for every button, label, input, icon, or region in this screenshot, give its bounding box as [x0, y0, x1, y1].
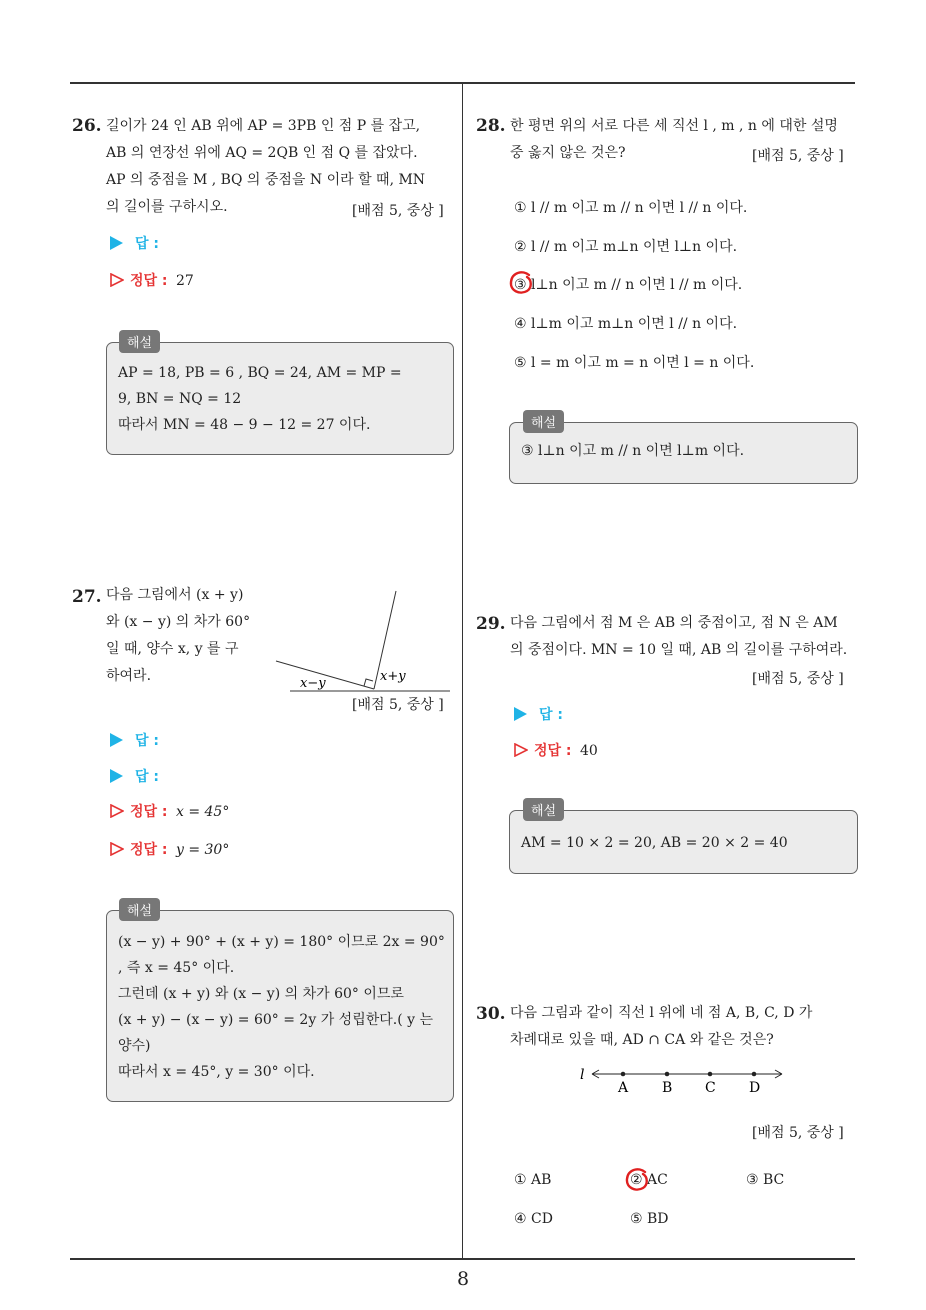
question-line: 차례대로 있을 때, AD ∩ CA 와 같은 것은?	[510, 1032, 774, 1048]
score-meta: [배점 5, 중상 ]	[752, 671, 844, 687]
fig-label-right: x+y	[380, 669, 406, 684]
fig-label-left: x−y	[300, 676, 326, 691]
option-2[interactable]: ② l // m 이고 m⊥n 이면 l⊥n 이다.	[514, 239, 738, 255]
line-label: l	[580, 1067, 585, 1083]
option-5[interactable]: ⑤ BD	[630, 1211, 669, 1227]
answer-row[interactable]	[110, 730, 159, 750]
option-1[interactable]: ① AB	[514, 1172, 552, 1188]
correct-answer-row	[110, 270, 194, 290]
column-divider	[462, 83, 463, 1259]
answer-label: 답 :	[135, 236, 159, 252]
correct-answer-row	[514, 740, 598, 760]
correct-answer-row	[110, 801, 229, 821]
answer-label: 답 :	[135, 733, 159, 749]
correct-value: 40	[579, 743, 598, 759]
selected-circle-mark	[623, 1166, 651, 1194]
score-meta: [배점 5, 중상 ]	[752, 148, 844, 164]
correct-value: y = 30°	[175, 842, 230, 858]
outline-triangle-icon	[514, 743, 528, 757]
question-number: 27.	[72, 587, 102, 607]
point-line-figure	[576, 1062, 796, 1098]
question-line: 다음 그림과 같이 직선 l 위에 네 점 A, B, C, D 가	[510, 1005, 813, 1021]
option-1[interactable]: ① l // m 이고 m // n 이면 l // n 이다.	[514, 200, 748, 216]
correct-label: 정답 :	[130, 273, 168, 289]
question-number: 30.	[476, 1004, 506, 1024]
question-line: 와 (x − y) 의 차가 60°	[106, 614, 251, 630]
selected-circle-mark	[507, 269, 535, 297]
play-icon	[110, 769, 123, 783]
explanation-tag: 해설	[523, 410, 564, 433]
explanation-tag: 해설	[119, 330, 160, 353]
question-line: 하여라.	[106, 668, 152, 684]
question-line: 다음 그림에서 점 M 은 AB 의 중점이고, 점 N 은 AM	[510, 615, 838, 631]
question-line: 일 때, 양수 x, y 를 구	[106, 641, 239, 657]
correct-label: 정답 :	[130, 804, 168, 820]
correct-label: 정답 :	[534, 743, 572, 759]
correct-label: 정답 :	[130, 842, 168, 858]
answer-row[interactable]	[110, 766, 159, 786]
question-number: 26.	[72, 116, 102, 136]
question-line: 의 길이를 구하시오.	[106, 199, 228, 215]
question-line: AP 의 중점을 M , BQ 의 중점을 N 이라 할 때, MN	[106, 172, 426, 188]
score-meta: [배점 5, 중상 ]	[352, 203, 444, 219]
explanation-text	[118, 929, 450, 1085]
question-text	[106, 582, 266, 690]
option-4[interactable]: ④ CD	[514, 1211, 553, 1227]
answer-label: 답 :	[539, 707, 563, 723]
explanation-text	[118, 360, 448, 438]
play-icon	[110, 236, 123, 250]
outline-triangle-icon	[110, 273, 124, 287]
play-icon	[514, 707, 527, 721]
point-label: B	[662, 1080, 673, 1096]
explanation-line: 따라서 x = 45°, y = 30° 이다.	[118, 1064, 315, 1080]
answer-row[interactable]	[514, 704, 563, 724]
explanation-line: 그런데 (x + y) 와 (x − y) 의 차가 60° 이므로	[118, 986, 404, 1002]
question-text	[510, 1000, 860, 1054]
option-2[interactable]: ② AC	[630, 1172, 668, 1188]
question-line: 한 평면 위의 서로 다른 세 직선 l , m , n 에 대한 설명	[510, 118, 838, 134]
question-line: 다음 그림에서 (x + y)	[106, 587, 244, 603]
answer-row[interactable]	[110, 233, 159, 253]
page-number: 8	[456, 1268, 470, 1290]
explanation-line: 양수)	[118, 1038, 151, 1054]
point-label: A	[618, 1080, 629, 1096]
point-label: D	[749, 1080, 761, 1096]
bottom-rule	[70, 1258, 855, 1260]
angle-figure	[272, 585, 452, 695]
question-line: 중 옳지 않은 것은?	[510, 145, 626, 161]
explanation-line: (x − y) + 90° + (x + y) = 180° 이므로 2x = 90°	[118, 934, 445, 950]
explanation-text: ③ l⊥n 이고 m // n 이면 l⊥m 이다.	[521, 443, 745, 459]
question-number: 28.	[476, 116, 506, 136]
question-line: AB 의 연장선 위에 AQ = 2QB 인 점 Q 를 잡았다.	[106, 145, 418, 161]
option-3[interactable]: ③ BC	[746, 1172, 785, 1188]
question-number: 29.	[476, 614, 506, 634]
correct-value: x = 45°	[175, 804, 230, 820]
explanation-line: (x + y) − (x − y) = 60° = 2y 가 성립한다.( y 는	[118, 1012, 434, 1028]
explanation-line: 9, BN = NQ = 12	[118, 391, 242, 407]
correct-answer-row	[110, 839, 229, 859]
play-icon	[110, 733, 123, 747]
explanation-text: AM = 10 × 2 = 20, AB = 20 × 2 = 40	[521, 835, 788, 851]
explanation-line: , 즉 x = 45° 이다.	[118, 960, 235, 976]
explanation-tag: 해설	[523, 798, 564, 821]
score-meta: [배점 5, 중상 ]	[752, 1125, 844, 1141]
explanation-line: 따라서 MN = 48 − 9 − 12 = 27 이다.	[118, 417, 371, 433]
option-3[interactable]: ③ l⊥n 이고 m // n 이면 l // m 이다.	[514, 277, 743, 293]
question-text	[510, 610, 860, 664]
question-line: 의 중점이다. MN = 10 일 때, AB 의 길이를 구하여라.	[510, 642, 848, 658]
outline-triangle-icon	[110, 842, 124, 856]
explanation-tag: 해설	[119, 898, 160, 921]
option-5[interactable]: ⑤ l = m 이고 m = n 이면 l = n 이다.	[514, 355, 755, 371]
score-meta: [배점 5, 중상 ]	[352, 697, 444, 713]
explanation-line: AP = 18, PB = 6 , BQ = 24, AM = MP =	[118, 365, 402, 381]
question-line: 길이가 24 인 AB 위에 AP = 3PB 인 점 P 를 잡고,	[106, 118, 421, 134]
point-label: C	[705, 1080, 716, 1096]
answer-label: 답 :	[135, 769, 159, 785]
correct-value: 27	[175, 273, 194, 289]
option-4[interactable]: ④ l⊥m 이고 m⊥n 이면 l // n 이다.	[514, 316, 738, 332]
outline-triangle-icon	[110, 804, 124, 818]
